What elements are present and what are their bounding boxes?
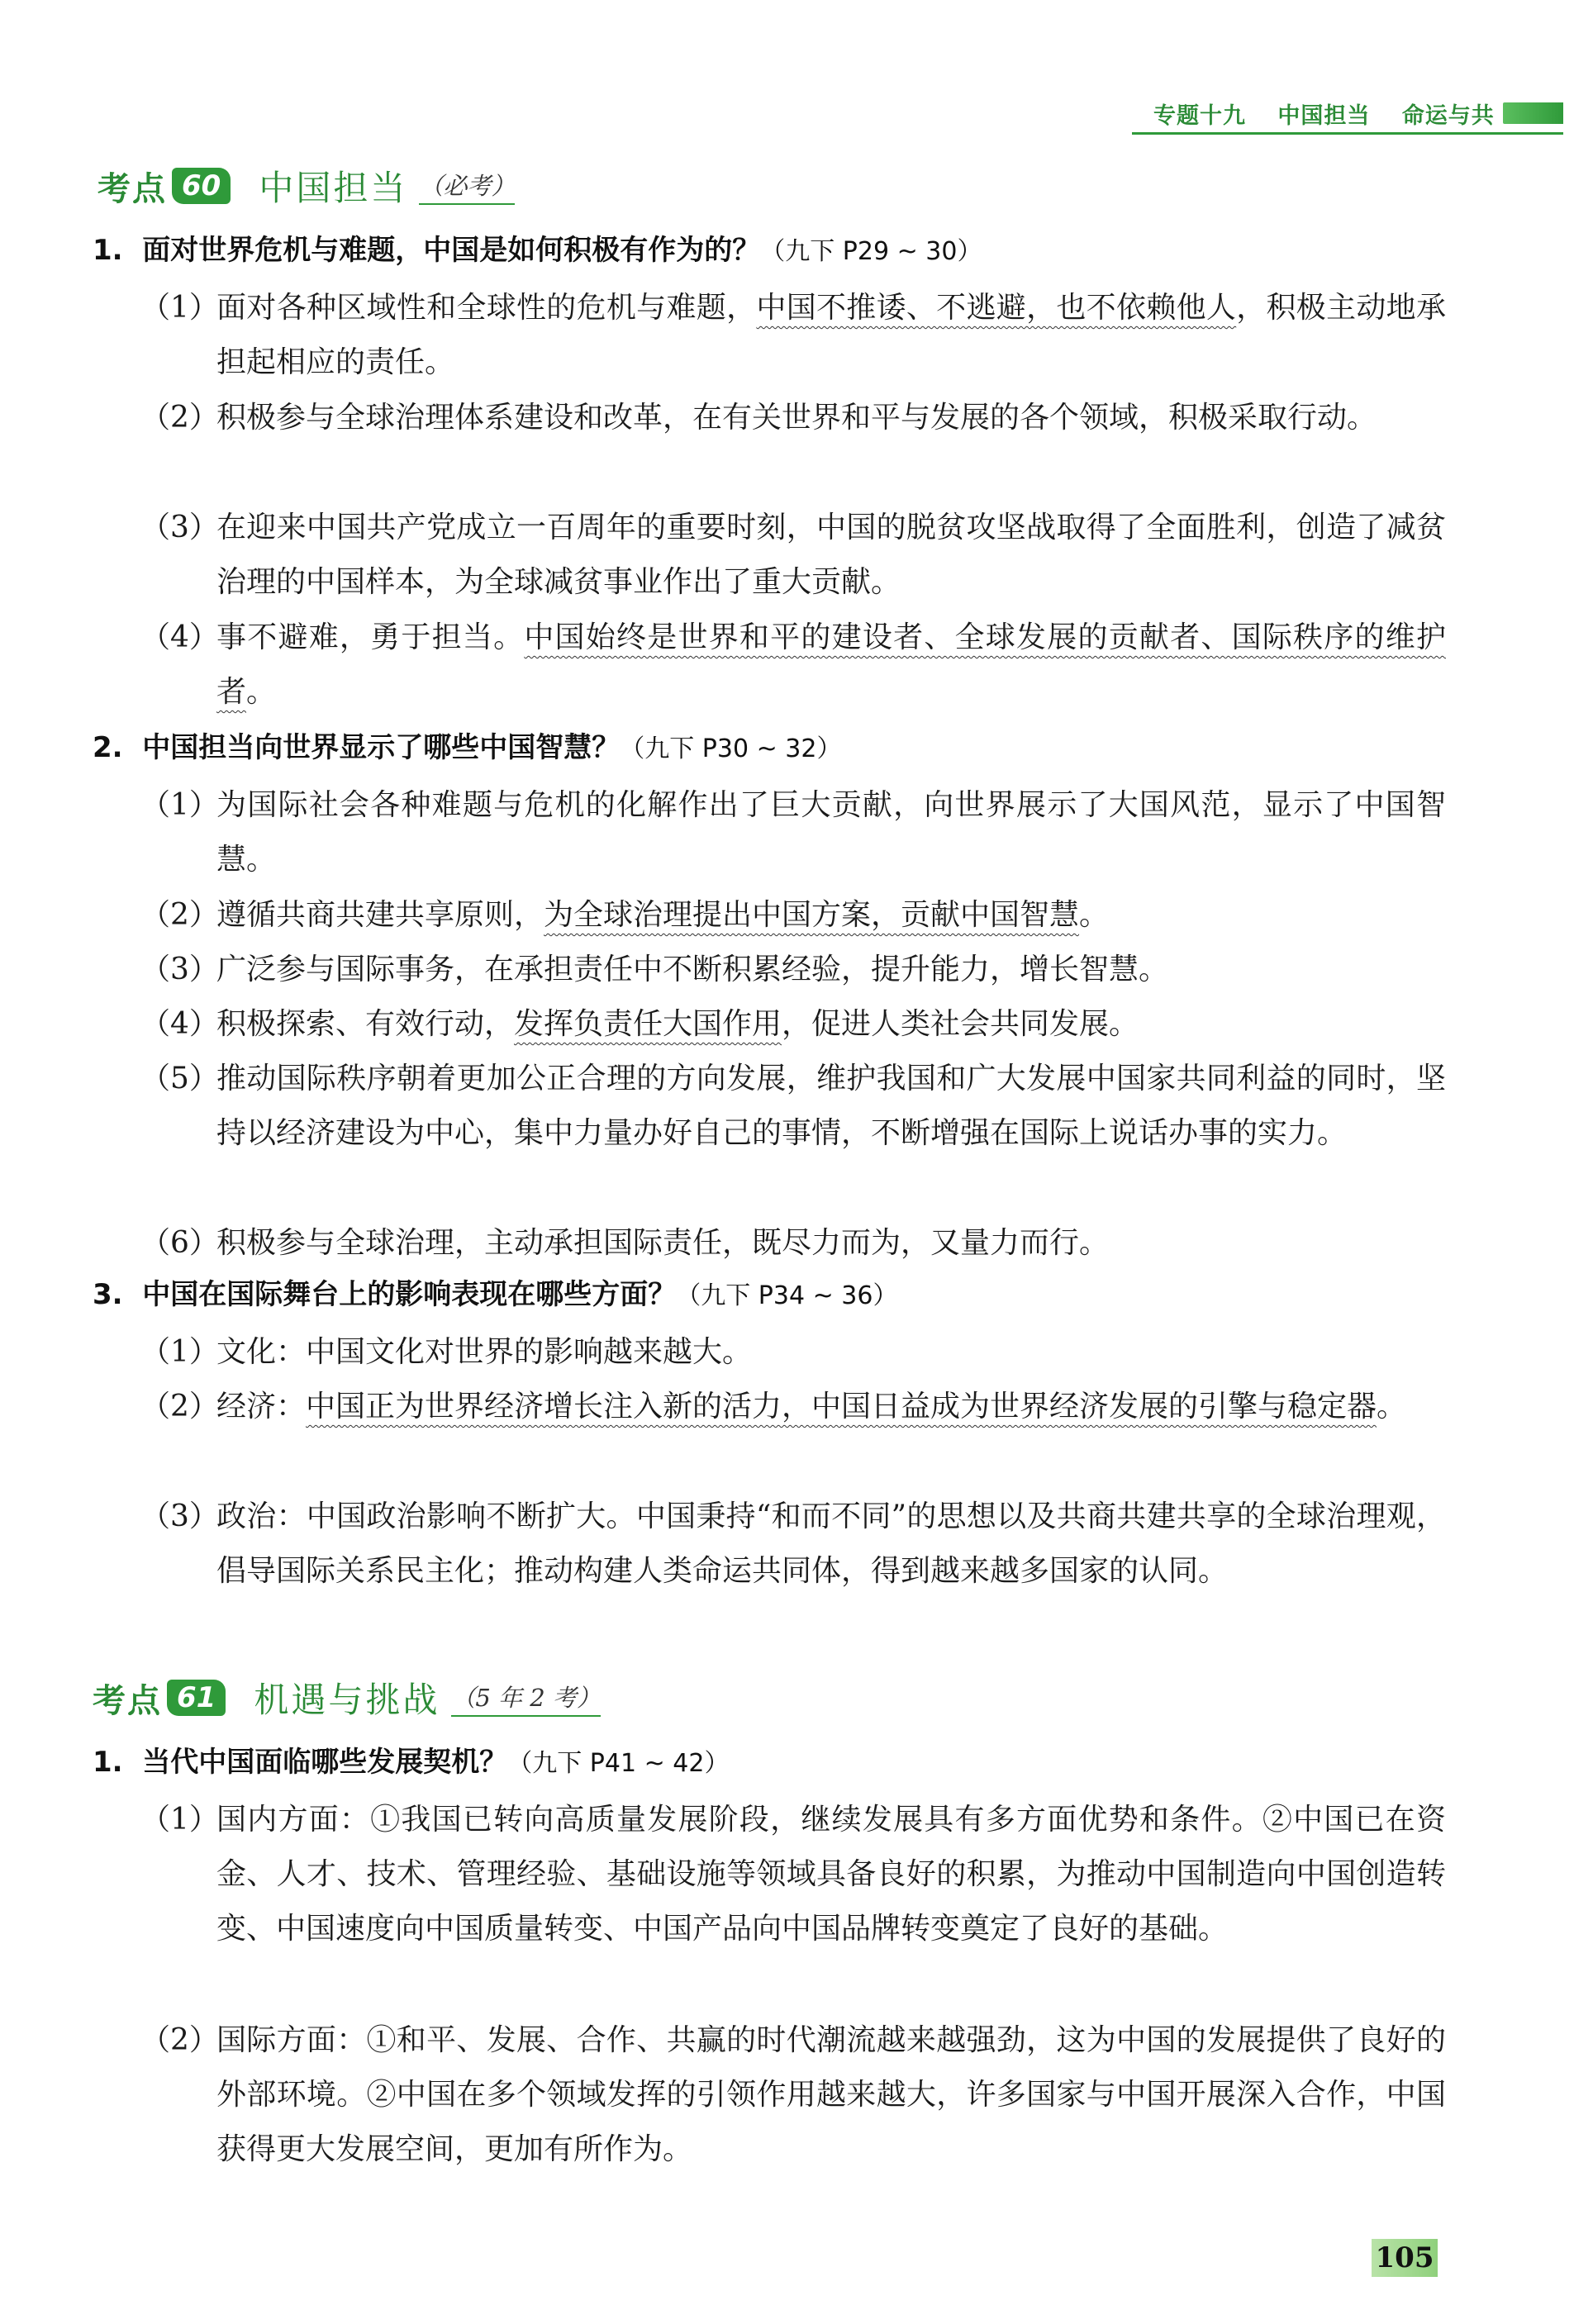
emphasized-text: 中国始终是世界和平的建设者、全球发展的贡献者、国际秩序的维护者 <box>216 620 1446 709</box>
list-item <box>140 1052 1446 1161</box>
header-part2: 命运与共 <box>1401 102 1495 129</box>
item-text: 在迎来中国共产党成立一百周年的重要时刻，中国的脱贫攻坚战取得了全面胜利，创造了减贫治理的中国样本，为全球减贫事业作出了重大贡献。 <box>216 511 1446 599</box>
section-title-61 <box>93 1673 601 1723</box>
section-note: （5 年 2 考） <box>451 1680 601 1717</box>
item-index: （3） <box>140 953 219 986</box>
item-text: 积极探索、有效行动， <box>216 1007 515 1041</box>
list-item <box>140 1325 1446 1380</box>
question-text: 中国担当向世界显示了哪些中国智慧？ <box>142 731 621 764</box>
header-topic: 专题十九 <box>1153 102 1246 129</box>
item-index: （2） <box>140 898 219 932</box>
question: 3. 中国在国际舞台上的影响表现在哪些方面？（九下 P34 ~ 36） <box>93 1278 898 1311</box>
list-item <box>140 1380 1446 1434</box>
item-text-tail: 。 <box>1377 1390 1407 1423</box>
list-item <box>140 778 1446 887</box>
list-item <box>140 611 1446 720</box>
section-number: 60 <box>172 168 231 204</box>
item-text-tail: 。 <box>246 675 277 709</box>
list-item <box>140 888 1446 943</box>
question-text: 面对世界危机与难题，中国是如何积极有作为的？ <box>142 234 761 267</box>
item-text-tail: ，积极主动地承担起相应的责任。 <box>216 291 1446 379</box>
list-item <box>140 997 1446 1052</box>
item-text: 广泛参与国际事务，在承担责任中不断积累经验，提升能力，增长智慧。 <box>216 953 1169 986</box>
item-text: 国际方面：①和平、发展、合作、共赢的时代潮流越来越强劲，这为中国的发展提供了良好的外部环境。②中国在多个领域发挥的引领作用越来越大，许多国家与中国开展深入合作，中国获得更大发展空间，更加有所作为。 <box>216 2023 1446 2166</box>
question-text: 当代中国面临哪些发展契机？ <box>142 1746 508 1779</box>
section-label: 考点 <box>93 1681 162 1720</box>
textbook-reference: （九下 P30 ~ 32） <box>620 734 842 763</box>
page-number: 105 <box>1372 2239 1438 2277</box>
item-index: （2） <box>140 2023 219 2057</box>
emphasized-text: 发挥负责任大国作用 <box>514 1007 782 1041</box>
item-text: 经济： <box>216 1390 307 1423</box>
section-note: （必考） <box>419 168 515 205</box>
section-label: 考点 <box>97 169 167 208</box>
item-text-tail: 。 <box>1079 898 1110 932</box>
item-index: （1） <box>140 1803 219 1837</box>
item-index: （4） <box>140 620 219 654</box>
item-index: （1） <box>140 788 219 822</box>
header-decoration-bar <box>1503 102 1563 124</box>
item-text: 文化：中国文化对世界的影响越来越大。 <box>216 1335 753 1369</box>
list-item <box>140 2013 1446 2177</box>
running-header <box>1130 93 1593 134</box>
header-rule <box>1132 132 1563 135</box>
section-heading: 机遇与挑战 <box>254 1680 440 1720</box>
item-index: （3） <box>140 1499 219 1533</box>
question-number: 2 <box>93 731 112 764</box>
item-index: （6） <box>140 1226 219 1260</box>
item-index: （2） <box>140 401 219 435</box>
item-text: 事不避难，勇于担当。 <box>216 620 525 654</box>
item-index: （1） <box>140 1335 219 1369</box>
item-text: 推动国际秩序朝着更加公正合理的方向发展，维护我国和广大发展中国家共同利益的同时，坚持以经济建设为中心，集中力量办好自己的事情，不断增强在国际上说话办事的实力。 <box>216 1062 1446 1150</box>
item-text: 面对各种区域性和全球性的危机与难题， <box>216 291 757 325</box>
list-item <box>140 943 1446 997</box>
list-item <box>140 281 1446 390</box>
header-text <box>1130 97 1495 130</box>
textbook-reference: （九下 P29 ~ 30） <box>760 237 982 266</box>
item-text: 为国际社会各种难题与危机的化解作出了巨大贡献，向世界展示了大国风范，显示了中国智慧。 <box>216 788 1446 877</box>
list-item <box>140 1793 1446 1956</box>
list-item <box>140 1216 1446 1271</box>
textbook-reference: （九下 P41 ~ 42） <box>507 1749 730 1778</box>
question: 1. 面对世界危机与难题，中国是如何积极有作为的？（九下 P29 ~ 30） <box>93 234 982 267</box>
emphasized-text: 为全球治理提出中国方案，贡献中国智慧 <box>544 898 1080 932</box>
question-number: 1 <box>93 1746 112 1779</box>
emphasized-text: 中国正为世界经济增长注入新的活力，中国日益成为世界经济发展的引擎与稳定器 <box>306 1390 1377 1423</box>
question: 1. 当代中国面临哪些发展契机？（九下 P41 ~ 42） <box>93 1746 730 1779</box>
item-index: （2） <box>140 1390 219 1423</box>
item-index: （1） <box>140 291 219 325</box>
item-index: （5） <box>140 1062 219 1095</box>
list-item <box>140 391 1446 445</box>
question-number: 3 <box>93 1278 112 1311</box>
emphasized-text: 中国不推诿、不逃避，也不依赖他人 <box>756 291 1237 325</box>
list-item <box>140 1490 1446 1599</box>
section-heading: 中国担当 <box>259 168 408 208</box>
section-number: 61 <box>167 1680 226 1716</box>
question: 2. 中国担当向世界显示了哪些中国智慧？（九下 P30 ~ 32） <box>93 731 842 764</box>
item-text: 积极参与全球治理，主动承担国际责任，既尽力而为，又量力而行。 <box>216 1226 1110 1260</box>
item-text: 积极参与全球治理体系建设和改革，在有关世界和平与发展的各个领域，积极采取行动。 <box>216 401 1377 435</box>
item-index: （4） <box>140 1007 219 1041</box>
header-part1: 中国担当 <box>1277 102 1371 129</box>
item-text: 国内方面：①我国已转向高质量发展阶段，继续发展具有多方面优势和条件。②中国已在资金、人才、技术、管理经验、基础设施等领域具备良好的积累，为推动中国制造向中国创造转变、中国速度向中国质量转变、中国产品向中国品牌转变奠定了良好的基础。 <box>216 1803 1446 1946</box>
textbook-reference: （九下 P34 ~ 36） <box>676 1281 898 1310</box>
item-text: 政治：中国政治影响不断扩大。中国秉持“和而不同”的思想以及共商共建共享的全球治理观，倡导国际关系民主化；推动构建人类命运共同体，得到越来越多国家的认同。 <box>216 1499 1446 1588</box>
item-text: 遵循共商共建共享原则， <box>216 898 544 932</box>
list-item <box>140 501 1446 610</box>
question-number: 1 <box>93 234 112 267</box>
section-title-60 <box>97 161 515 211</box>
item-text-tail: ，促进人类社会共同发展。 <box>782 1007 1139 1041</box>
question-text: 中国在国际舞台上的影响表现在哪些方面？ <box>142 1278 677 1311</box>
item-index: （3） <box>140 511 219 544</box>
